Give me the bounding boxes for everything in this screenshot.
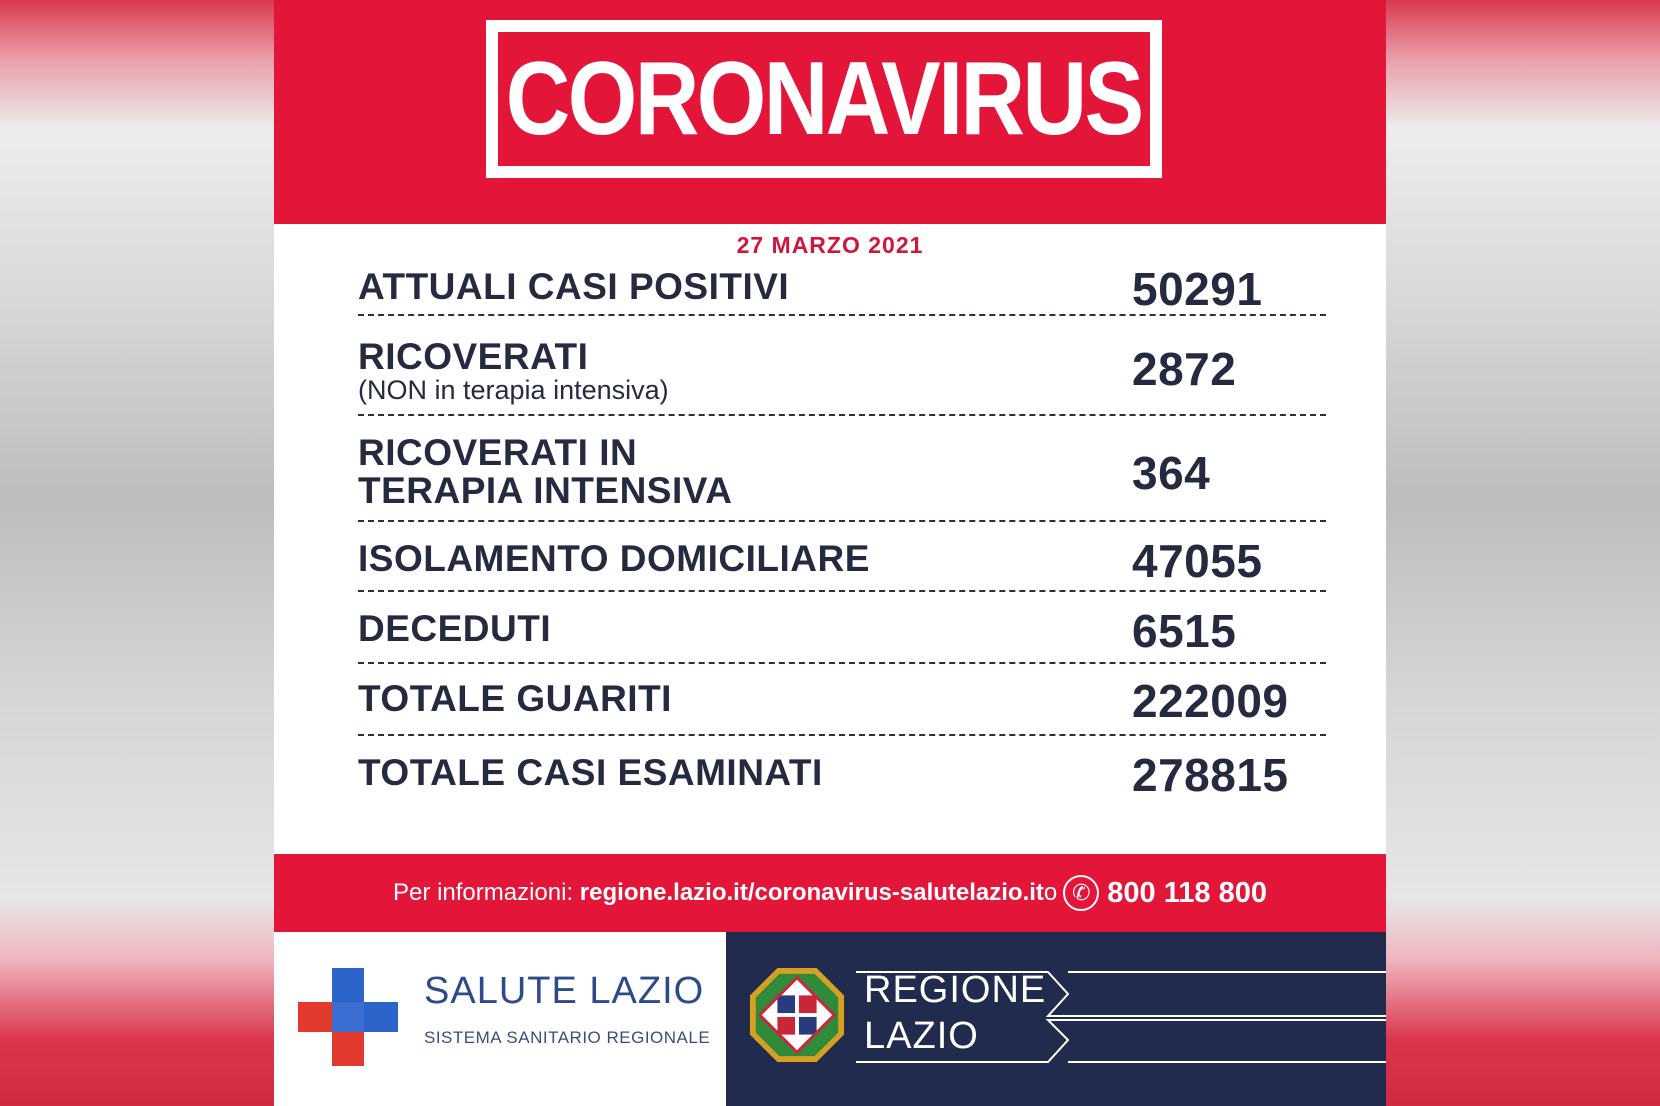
title-frame bbox=[486, 20, 1162, 178]
stat-sublabel: (NON in terapia intensiva) bbox=[358, 375, 669, 405]
stat-label: TOTALE CASI ESAMINATI bbox=[358, 752, 823, 793]
stat-label: TOTALE GUARITI bbox=[358, 678, 672, 719]
stat-row-isolamento-domiciliare bbox=[358, 522, 1326, 592]
stat-value: 2872 bbox=[1132, 343, 1237, 395]
regione-emblem-icon bbox=[748, 966, 846, 1064]
stat-row-deceduti bbox=[358, 592, 1326, 664]
stat-value: 364 bbox=[1132, 447, 1211, 499]
header-banner bbox=[274, 0, 1386, 224]
stat-row-totale-casi-esaminati bbox=[358, 736, 1326, 808]
stat-row-ricoverati bbox=[358, 316, 1326, 416]
stat-row-attuali-casi-positivi bbox=[358, 262, 1326, 316]
salute-lazio-title: SALUTE LAZIO bbox=[424, 970, 705, 1012]
salute-lazio-logo bbox=[274, 932, 726, 1106]
regione-line1: REGIONE bbox=[864, 969, 1047, 1011]
page-title: CORONAVIRUS bbox=[506, 41, 1142, 157]
stat-label: RICOVERATI bbox=[358, 336, 589, 377]
stat-value: 50291 bbox=[1132, 263, 1263, 315]
info-dash: - bbox=[891, 879, 900, 906]
stat-label: ATTUALI CASI POSITIVI bbox=[358, 266, 790, 307]
stats-table bbox=[358, 262, 1326, 808]
info-bar bbox=[274, 854, 1386, 932]
bulletin-card bbox=[274, 0, 1386, 1106]
phone-icon: ✆ bbox=[1063, 875, 1099, 911]
phone-number[interactable]: 800 118 800 bbox=[1107, 876, 1267, 909]
stat-value: 278815 bbox=[1132, 749, 1289, 801]
info-or: o bbox=[1043, 879, 1058, 906]
stat-row-totale-guariti bbox=[358, 664, 1326, 736]
link-regione-lazio[interactable]: regione.lazio.it/coronavirus bbox=[579, 879, 892, 906]
regione-line2: LAZIO bbox=[864, 1015, 979, 1057]
link-salutelazio[interactable]: salutelazio.it bbox=[899, 879, 1044, 906]
salute-lazio-subtitle: SISTEMA SANITARIO REGIONALE bbox=[424, 1028, 711, 1047]
stat-value: 47055 bbox=[1132, 535, 1263, 587]
stat-label-line2: TERAPIA INTENSIVA bbox=[358, 470, 733, 511]
stat-value: 222009 bbox=[1132, 675, 1289, 727]
stat-value: 6515 bbox=[1132, 605, 1237, 657]
stat-row-terapia-intensiva bbox=[358, 416, 1326, 522]
info-prefix: Per informazioni: bbox=[393, 879, 574, 906]
regione-lazio-logo bbox=[726, 932, 1386, 1106]
stat-label: ISOLAMENTO DOMICILIARE bbox=[358, 538, 870, 579]
stat-label: DECEDUTI bbox=[358, 608, 552, 649]
bulletin-date: 27 MARZO 2021 bbox=[736, 232, 924, 258]
stat-label: RICOVERATI IN bbox=[358, 432, 638, 473]
health-cross-icon bbox=[298, 968, 398, 1066]
